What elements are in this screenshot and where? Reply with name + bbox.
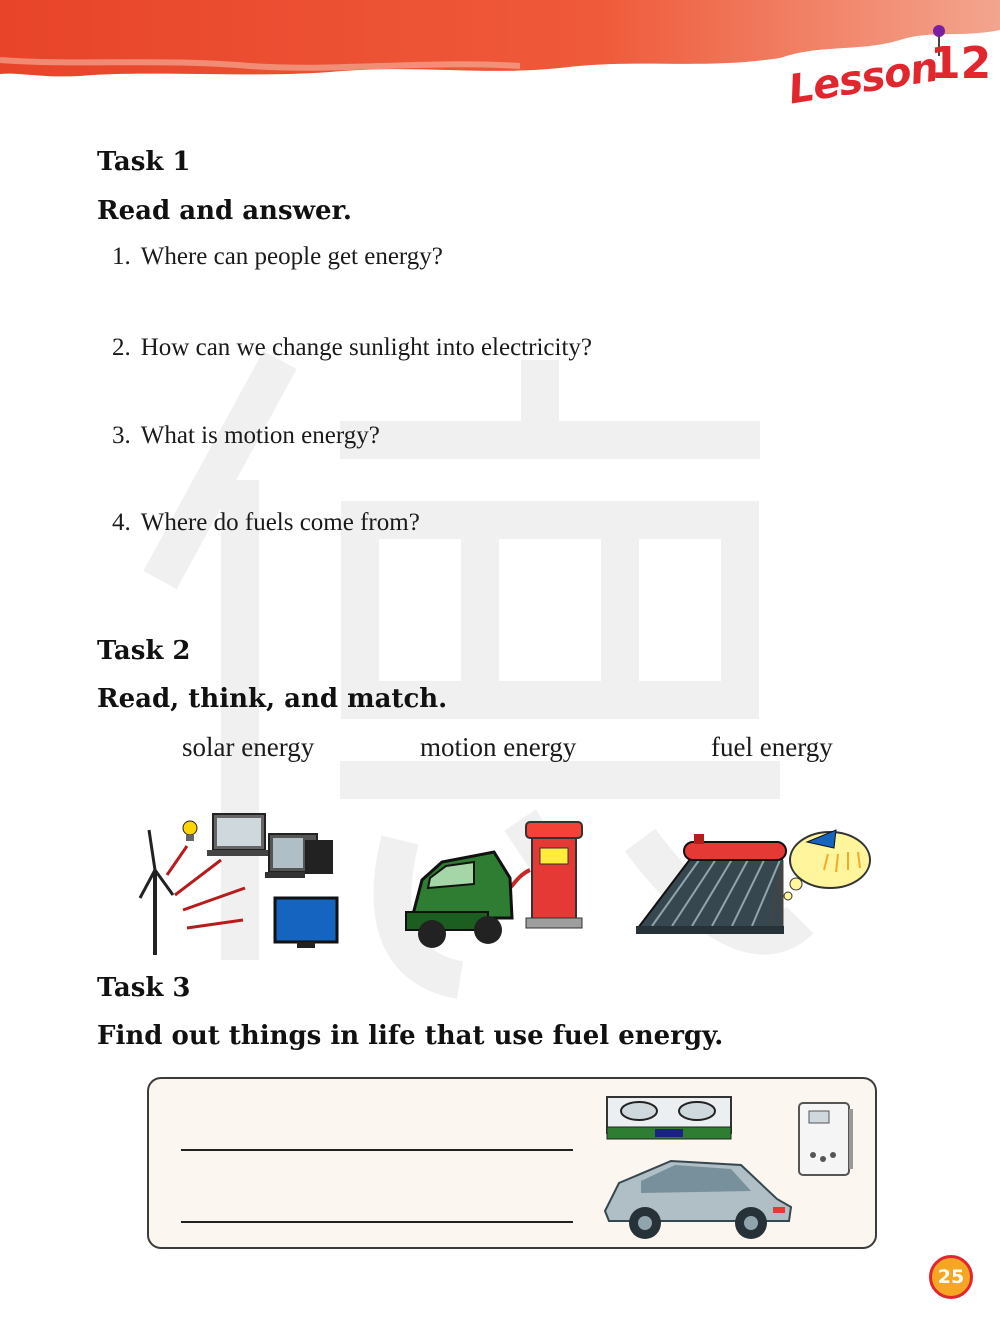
question-number: 3.: [112, 422, 131, 449]
task3-title: Task 3: [97, 973, 191, 1003]
question-3: [112, 422, 380, 450]
question-number: 4.: [112, 509, 131, 536]
question-number: 2.: [112, 334, 131, 361]
task1-title: Task 1: [97, 147, 191, 177]
label-motion-energy: motion energy: [420, 732, 577, 762]
answer-line-2[interactable]: [181, 1221, 573, 1223]
question-1: [112, 243, 443, 271]
wind-turbine-devices-icon: [135, 810, 345, 960]
label-solar-energy: solar energy: [182, 732, 315, 762]
page-number-badge: 25: [929, 1255, 973, 1299]
task2-instruction: Read, think, and match.: [97, 684, 448, 714]
lesson-title: [784, 30, 994, 114]
task2-title: Task 2: [97, 636, 191, 666]
answer-box: [147, 1077, 877, 1249]
question-text: How can we change sunlight into electricity?: [140, 334, 592, 361]
question-2: [112, 334, 592, 362]
question-text: Where can people get energy?: [140, 243, 443, 270]
task3-instruction: Find out things in life that use fuel energy.: [97, 1021, 724, 1051]
gas-stove-icon: [605, 1093, 733, 1143]
question-number: 1.: [112, 243, 131, 270]
solar-water-heater-icon: [632, 820, 877, 945]
answer-line-1[interactable]: [181, 1149, 573, 1151]
lesson-word: Lesson: [785, 44, 941, 114]
question-4: [112, 509, 420, 537]
water-heater-icon: [795, 1099, 857, 1183]
label-fuel-energy: fuel energy: [711, 732, 833, 762]
car-at-fuel-pump-icon: [402, 818, 602, 958]
question-text: What is motion energy?: [140, 422, 380, 449]
question-text: Where do fuels come from?: [140, 509, 420, 536]
car-icon: [601, 1155, 797, 1245]
task1-instruction: Read and answer.: [97, 196, 352, 226]
lesson-number: 12: [930, 38, 992, 89]
